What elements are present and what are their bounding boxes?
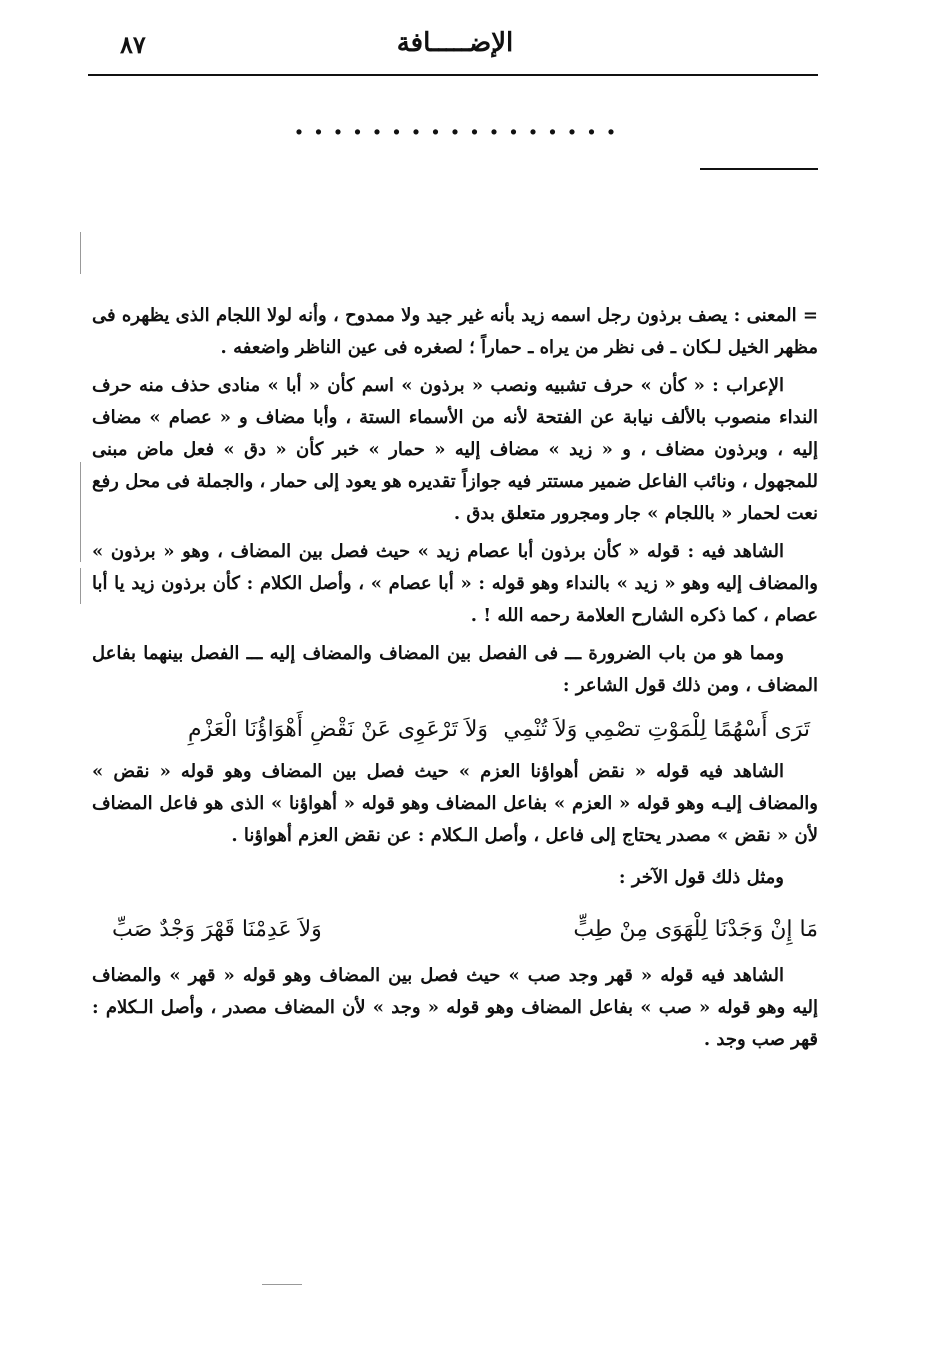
verse-first-hemistich: مَا إِنْ وَجَدْنَا لِلْهَوَى مِنْ طِبٍّ — [573, 917, 818, 942]
meaning-paragraph: = المعنى : يصف برذون رجل اسمه زيد بأنه غير جيد ولا ممدوح ، وأنه لولا اللجام الذى يظهره فى مظهر الخيل لـكان ـ فى نظر من يراه ـ حماراً ؛ لصغره فى عين الناظر واضعفه . — [92, 305, 818, 358]
poetry-verse — [92, 908, 818, 952]
verse-second-hemistich: وَلاَ تَرْعَوِى عَنْ نَقْضِ أَهْوَاؤُنَا الْعَزْمِ — [188, 717, 489, 742]
evidence-paragraph: الشاهد فيه : قوله « كأن برذون أبا عصام زيد » حيث فصل بين المضاف ، وهو « برذون » والمضاف إليه وهو « زيد » بالنداء وهو قوله : « أبا عصام » ، وأصل الكلام : كأن برذون زيد يا أبا عصام ، كما ذكره الشارح العلامة رحمه الله ! . — [92, 541, 818, 626]
footnote-separator — [700, 168, 818, 170]
margin-mark — [80, 568, 81, 604]
footnote-body — [92, 300, 818, 1062]
evidence-paragraph: الشاهد فيه قوله « قهر وجد صب » حيث فصل بين المضاف وهو قوله « قهر » والمضاف إليه وهو قوله « صب » بفاعل المضاف وهو قوله « وجد » لأن المضاف مصدر ، وأصل الـكلام : قهر صب وجد . — [92, 965, 818, 1050]
scan-mark — [262, 1284, 302, 1285]
running-title: الإضـــــافة — [396, 28, 514, 58]
transition-paragraph: ومثل ذلك قول الآخر : — [618, 867, 784, 888]
page-number: ٨٧ — [120, 30, 146, 59]
necessity-paragraph: ومما هو من باب الضرورة ـــ فى الفصل بين المضاف والمضاف إليه ـــ الفصل بينهما بفاعل المضاف ، ومن ذلك قول الشاعر : — [92, 643, 818, 696]
omission-dots: . . . . . . . . . . . . . . . . . — [294, 108, 616, 141]
poetry-verse — [92, 708, 818, 752]
verse-first-hemistich: تَرَى أَسْهُمًا لِلْمَوْتِ تصْمِي وَلاَ تُنْمِي — [503, 717, 810, 742]
verse-second-hemistich: وَلاَ عَدِمْنَا قَهْرَ وَجْدٌ صَبِّ — [112, 917, 322, 942]
margin-mark — [80, 462, 81, 562]
parsing-paragraph: الإعراب : « كأن » حرف تشبيه ونصب « برذون » اسم كأن « أبا » منادى حذف منه حرف النداء منصوب بالألف نيابة عن الفتحة لأنه من الأسماء الستة ، وأبا مضاف و « عصام » مضاف إليه ، وبرذون مضاف ، و « زيد » مضاف إليه « حمار » خبر كأن « دق » فعل ماض مبنى للمجهول ، ونائب الفاعل ضمير مستتر فيه جوازاً تقديره هو يعود إلى حمار ، والجملة فى محل رفع نعت لحمار « باللجام » جار ومجرور متعلق بدق . — [92, 375, 818, 524]
header-rule — [88, 74, 818, 76]
evidence-paragraph: الشاهد فيه قوله « نقض أهواؤنا العزم » حيث فصل بين المضاف وهو قوله « نقض » والمضاف إليـه وهو قوله « العزم » بفاعل المضاف وهو قوله « أهواؤنا » الذى هو فاعل المضاف لأن « نقض » مصدر يحتاج إلى فاعل ، وأصل الـكلام : عن نقض العزم أهواؤنا . — [92, 761, 818, 846]
margin-mark — [80, 232, 81, 274]
page-header — [90, 22, 820, 72]
